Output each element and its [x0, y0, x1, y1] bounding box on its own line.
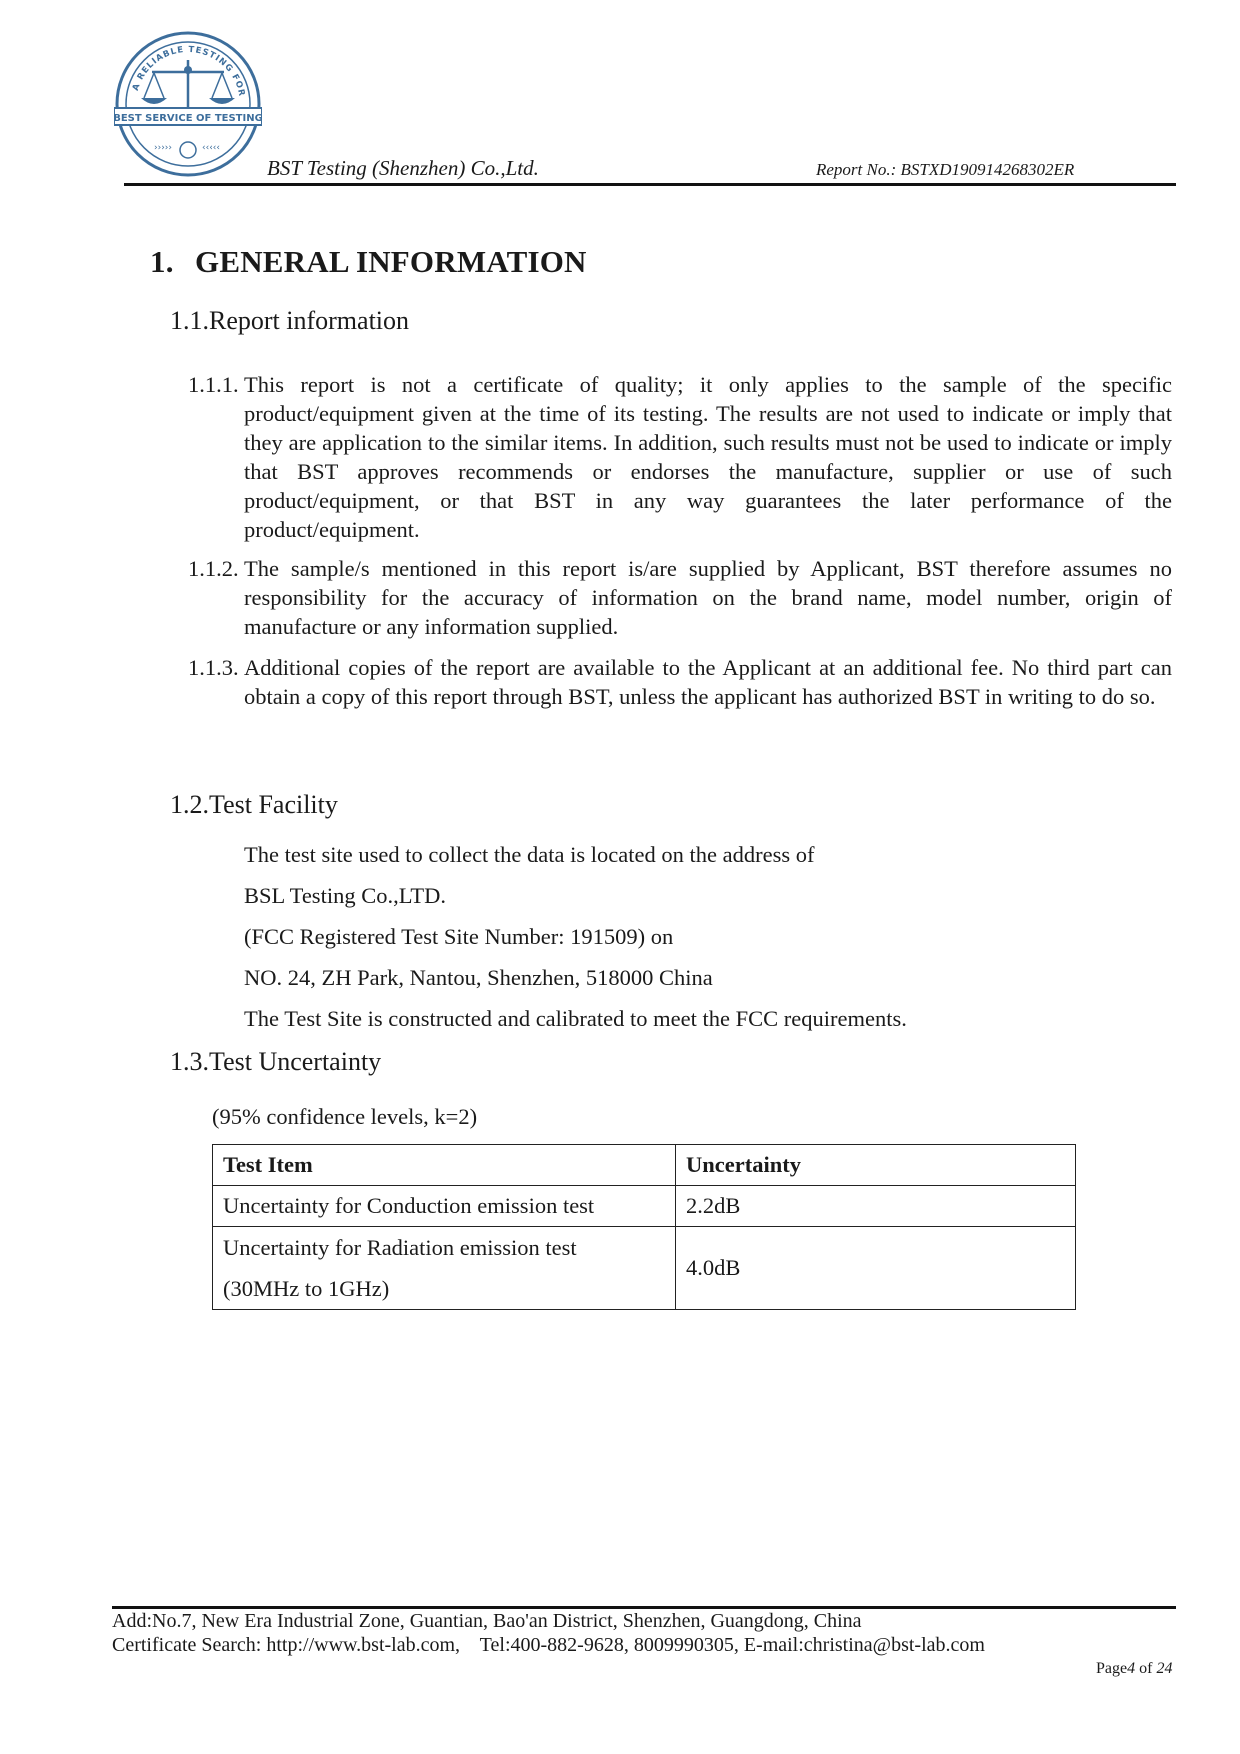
test-item-cell: Uncertainty for Conduction emission test: [213, 1186, 676, 1227]
header-divider: [124, 183, 1176, 186]
svg-text:›››››: ›››››: [154, 143, 172, 153]
section-title-text: GENERAL INFORMATION: [195, 244, 587, 279]
table-row: [213, 1227, 1076, 1310]
uncertainty-table: [212, 1144, 1076, 1310]
facility-line: The test site used to collect the data is located on the address of: [244, 842, 815, 867]
page-prefix: Page: [1096, 1660, 1128, 1677]
logo-band-text: BEST SERVICE OF TESTING: [114, 113, 262, 124]
uncertainty-value-cell: 2.2dB: [676, 1186, 1076, 1227]
facility-line: (FCC Registered Test Site Number: 191509) on: [244, 924, 674, 949]
item-text: Additional copies of the report are available to the Applicant at an additional fee. No third part can obtain a copy of this report through BST, unless the applicant has authorized BST in writing to do so.: [244, 655, 1172, 709]
page-of: of: [1135, 1660, 1157, 1677]
column-header: Test Item: [213, 1145, 676, 1186]
test-item-line: (30MHz to 1GHz): [223, 1276, 390, 1301]
test-item-line: Uncertainty for Radiation emission test: [223, 1235, 577, 1260]
report-info-item-2: [188, 554, 1172, 641]
item-text: This report is not a certificate of quality; it only applies to the sample of the specific product/equipment given at the time of its testing. The results are not used to indicate or imply that they are application to the similar items. In addition, such results must not be used to indicate or imply that BST approves recommends or endorses the manufacture, supplier or use of such product/equipment, or that BST in any way guarantees the later performance of the product/equipment.: [244, 372, 1172, 542]
bst-logo-seal: [114, 30, 262, 178]
facility-line: NO. 24, ZH Park, Nantou, Shenzhen, 518000 China: [244, 965, 713, 990]
section-number: 1.: [150, 244, 174, 279]
table-header-row: [213, 1145, 1076, 1186]
page-total: 24: [1156, 1660, 1173, 1677]
facility-line: BSL Testing Co.,LTD.: [244, 883, 446, 908]
item-number: 1.1.1.: [188, 372, 239, 397]
table-row: [213, 1186, 1076, 1227]
report-info-item-3: [188, 653, 1172, 711]
item-number: 1.1.3.: [188, 655, 239, 680]
report-info-item-1: [188, 370, 1172, 544]
footer-address: Add:No.7, New Era Industrial Zone, Guantian, Bao'an District, Shenzhen, Guangdong, China: [112, 1610, 862, 1632]
footer-contact: Certificate Search: http://www.bst-lab.com, Tel:400-882-9628, 8009990305, E-mail:christina@bst-lab.com: [112, 1634, 985, 1656]
page-number: [1096, 1660, 1172, 1678]
facility-line: The Test Site is constructed and calibrated to meet the FCC requirements.: [244, 1006, 907, 1031]
section-title: [150, 244, 587, 280]
item-number: 1.1.2.: [188, 556, 239, 581]
footer-divider: [112, 1606, 1176, 1609]
uncertainty-value-cell: 4.0dB: [676, 1227, 1076, 1310]
confidence-note: (95% confidence levels, k=2): [212, 1104, 478, 1129]
header-company-name: BST Testing (Shenzhen) Co.,Ltd.: [267, 156, 539, 180]
logo-arc-text: A RELIABLE TESTING FOR: [130, 44, 247, 98]
test-item-cell: [213, 1227, 676, 1310]
item-text: The sample/s mentioned in this report is/are supplied by Applicant, BST therefore assumes no responsibility for the accuracy of information on the brand name, model number, origin of manufacture or any information supplied.: [244, 556, 1172, 639]
facility-heading: 1.2.Test Facility: [170, 790, 338, 819]
uncertainty-heading: 1.3.Test Uncertainty: [170, 1047, 382, 1076]
column-header: Uncertainty: [676, 1145, 1076, 1186]
page-current: 4: [1127, 1660, 1136, 1677]
header-report-number: Report No.: BSTXD190914268302ER: [816, 160, 1075, 179]
svg-text:A RELIABLE TESTING FOR TRUTH: [114, 30, 247, 101]
svg-text:‹‹‹‹‹: ‹‹‹‹‹: [202, 143, 220, 153]
report-info-heading: 1.1.Report information: [170, 306, 410, 335]
